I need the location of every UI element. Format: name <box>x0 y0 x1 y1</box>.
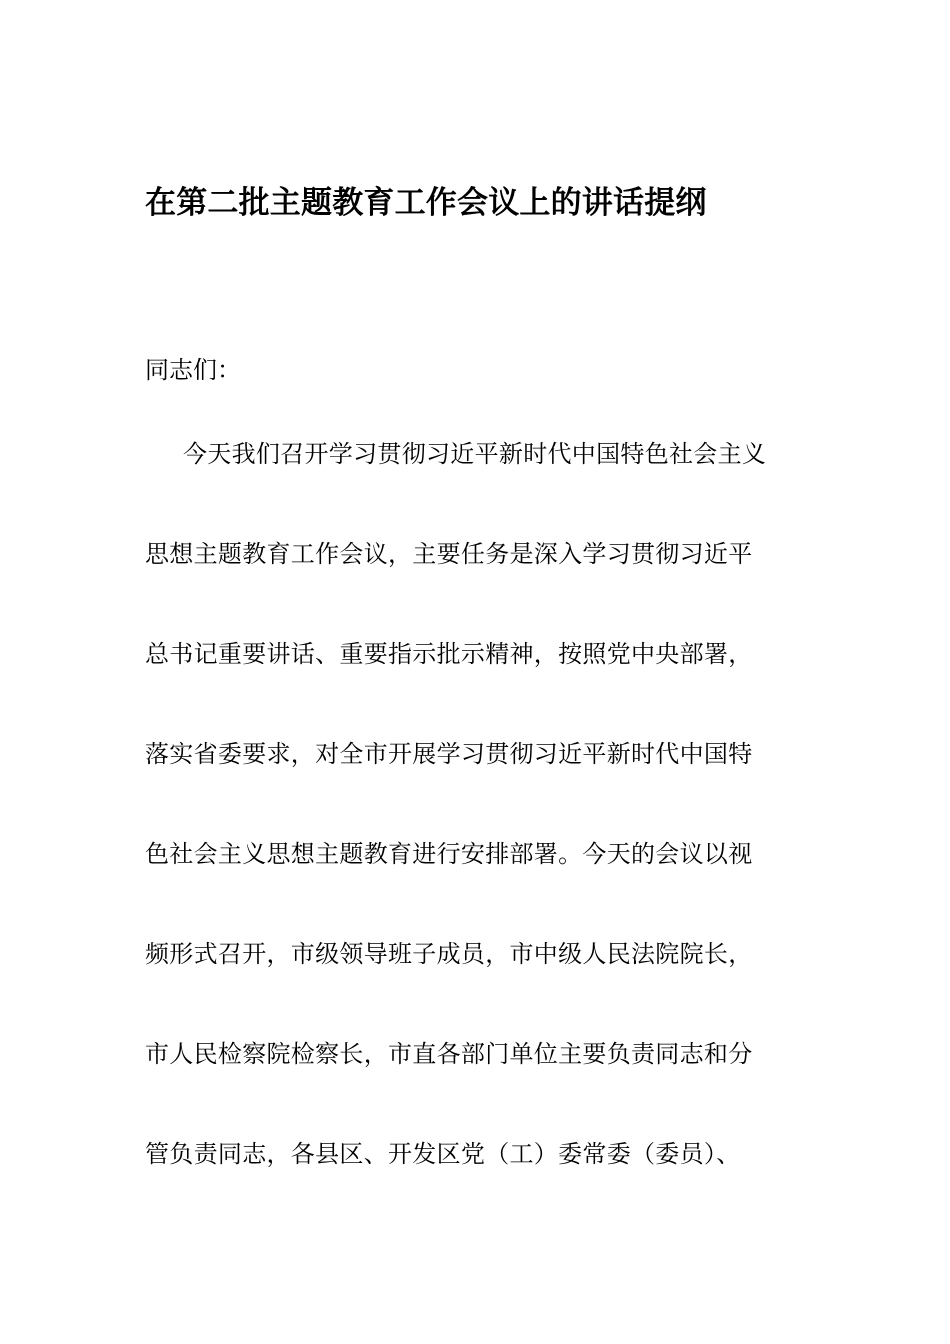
body-line: 市人民检察院检察长，市直各部门单位主要负责同志和分 <box>145 1040 753 1068</box>
body-text <box>145 434 810 1234</box>
body-line: 频形式召开，市级领导班子成员，市中级人民法院院长， <box>145 940 753 968</box>
body-line: 总书记重要讲话、重要指示批示精神，按照党中央部署， <box>145 640 753 668</box>
body-line: 管负责同志，各县区、开发区党（工）委常委（委员）、 <box>145 1140 741 1168</box>
body-line: 落实省委要求，对全市开展学习贯彻习近平新时代中国特 <box>145 740 753 768</box>
salutation: 同志们： <box>145 356 241 384</box>
body-line: 色社会主义思想主题教育进行安排部署。今天的会议以视 <box>145 840 753 868</box>
document-title: 在第二批主题教育工作会议上的讲话提纲 <box>145 185 707 221</box>
body-line: 思想主题教育工作会议，主要任务是深入学习贯彻习近平 <box>145 540 753 568</box>
body-line: 今天我们召开学习贯彻习近平新时代中国特色社会主义 <box>183 440 767 468</box>
